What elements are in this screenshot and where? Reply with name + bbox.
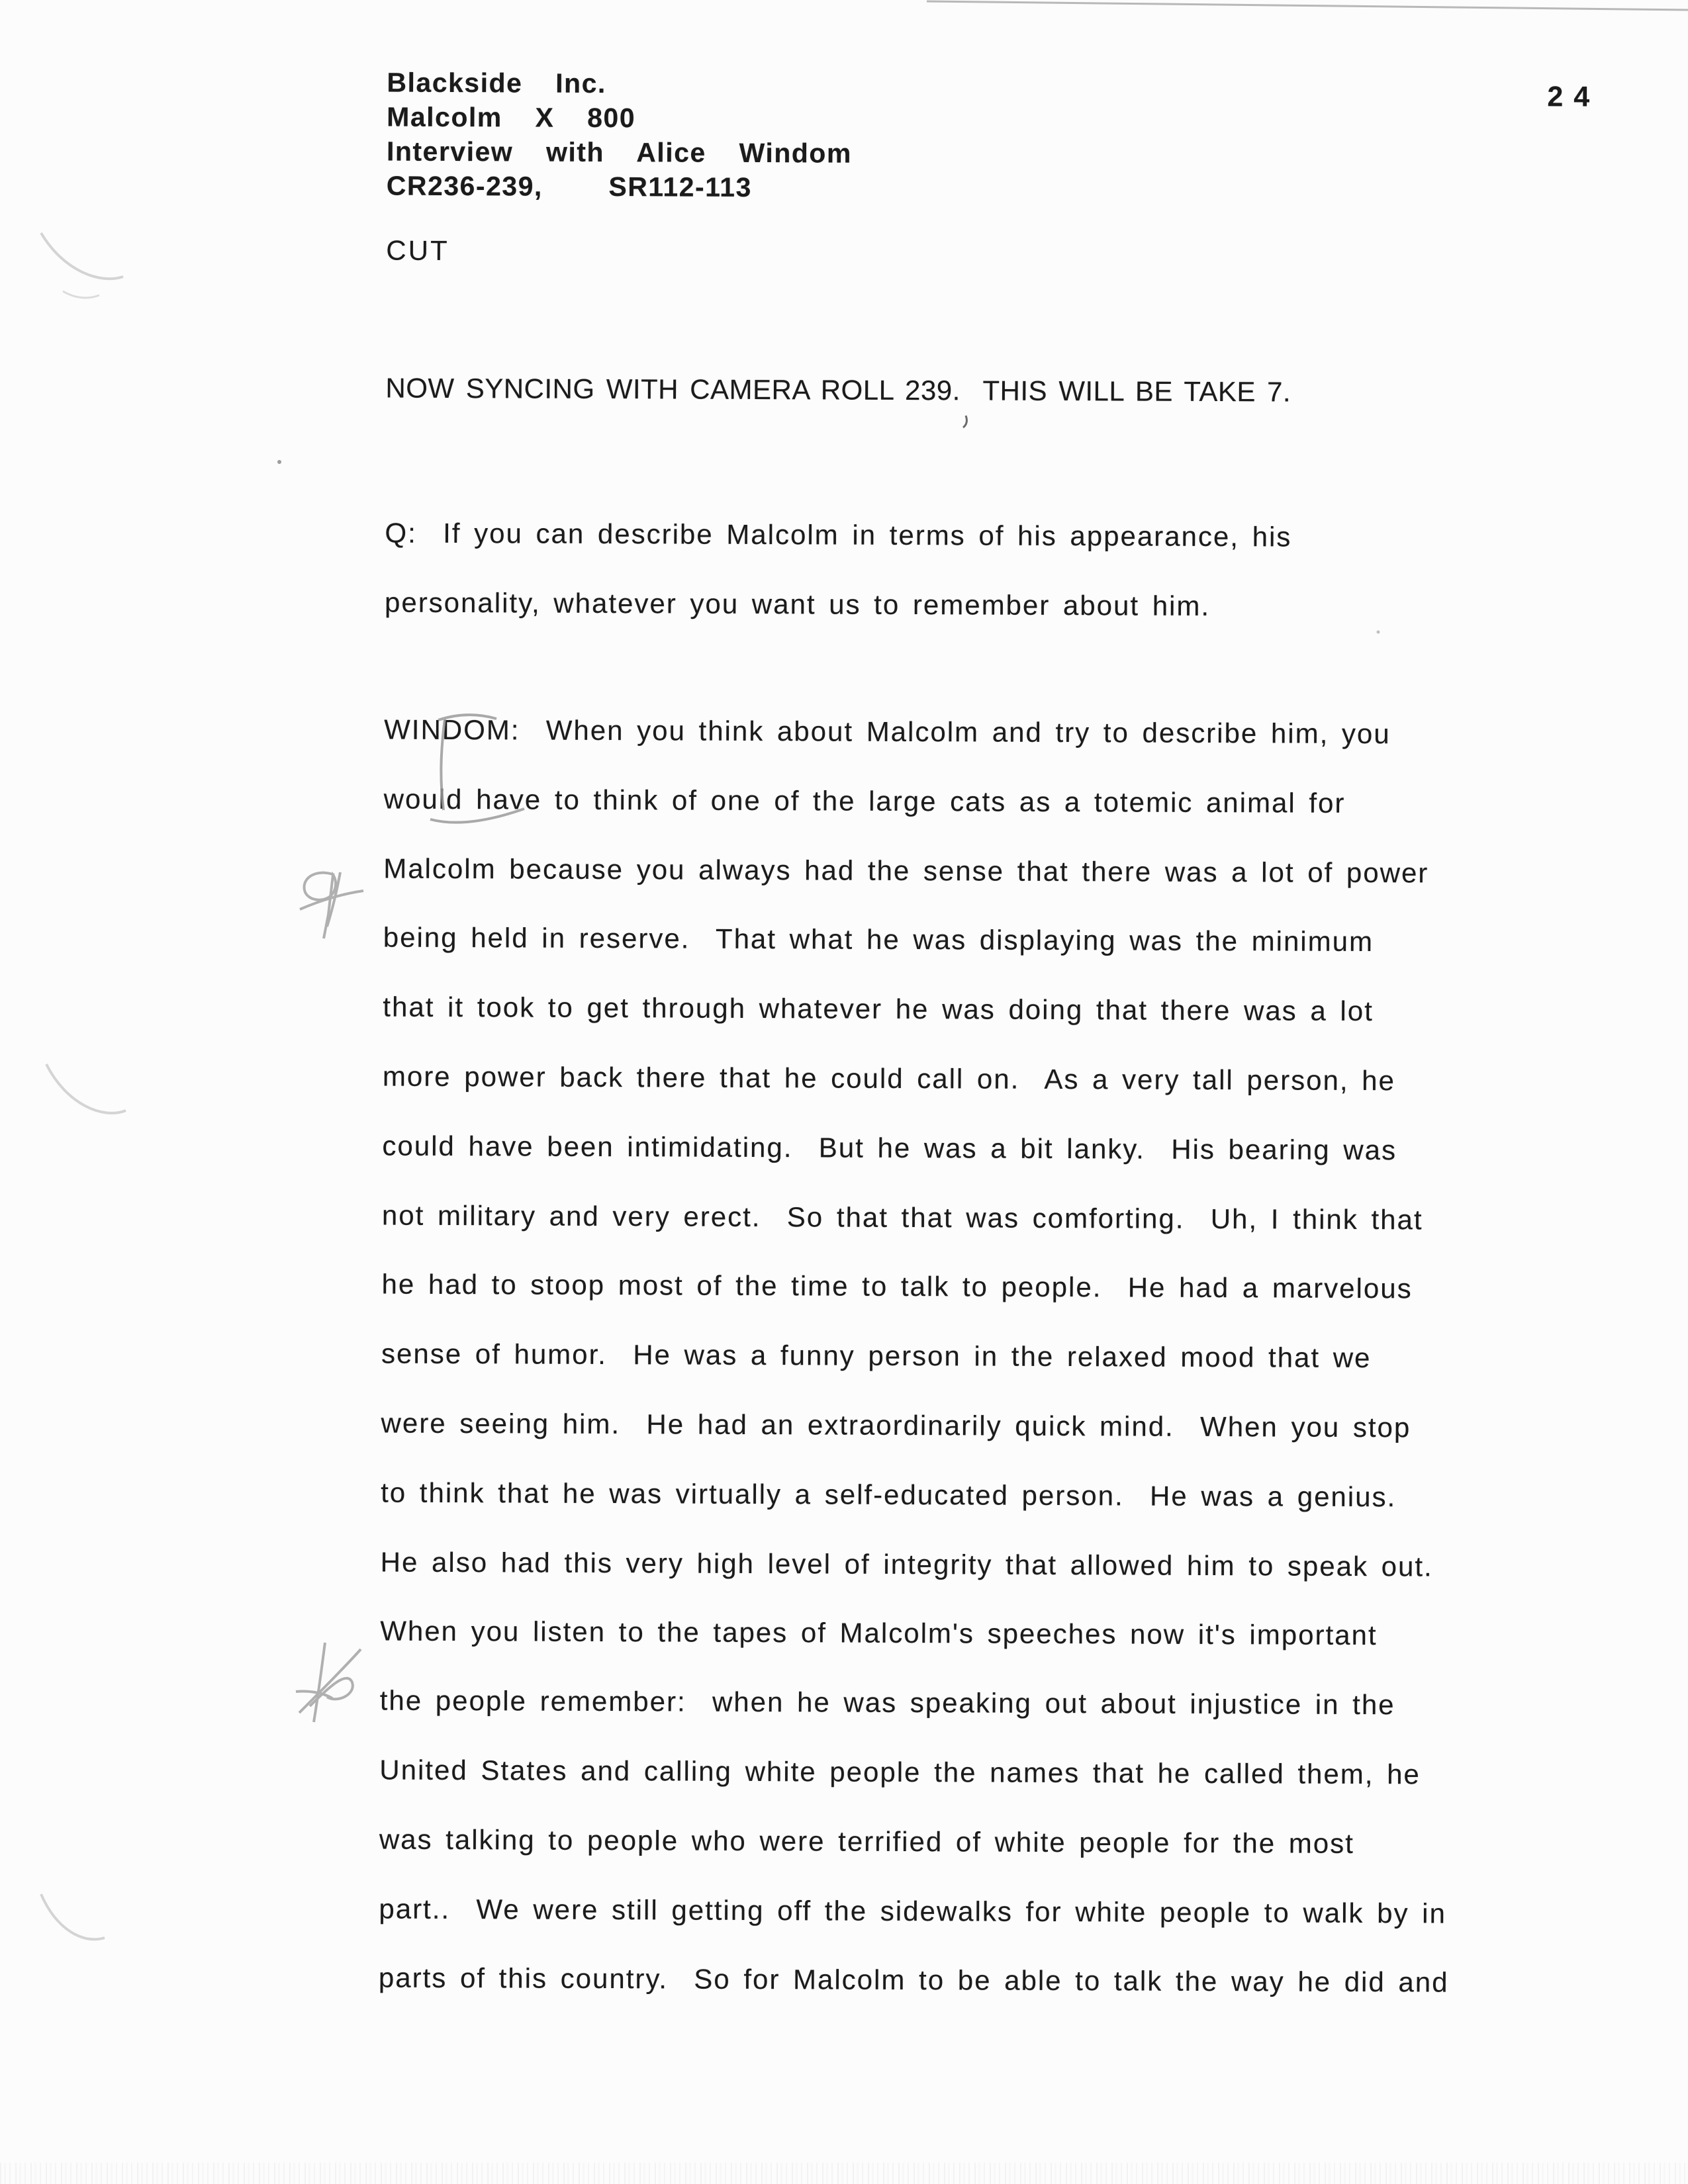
- cut-marker: CUT: [386, 234, 449, 266]
- sync-note: NOW SYNCING WITH CAMERA ROLL 239. THIS WILL BE TAKE 7.: [385, 372, 1291, 408]
- transcript-line: He also had this very high level of integrity that allowed him to speak out.: [380, 1546, 1433, 1582]
- question-line: Q: If you can describe Malcolm in terms of his appearance, his: [385, 517, 1292, 553]
- transcript-line: not military and very erect. So that that was comforting. Uh, I think that: [381, 1199, 1423, 1235]
- question-paragraph: [385, 498, 1292, 641]
- header-reel-numbers: CR236-239, SR112-113: [386, 170, 752, 203]
- transcript-line: would have to think of one of the large cats as a totemic animal for: [383, 783, 1346, 819]
- transcript-line: he had to stoop most of the time to talk to people. He had a marvelous: [381, 1268, 1413, 1304]
- transcript-line: was talking to people who were terrified of white people for the most: [379, 1823, 1354, 1859]
- page-number: 24: [1547, 81, 1601, 113]
- transcript-line: could have been intimidating. But he was a bit lanky. His bearing was: [382, 1130, 1397, 1166]
- transcript-line: When you listen to the tapes of Malcolm's speeches now it's important: [380, 1615, 1378, 1651]
- header-project: Malcolm X 800: [387, 101, 636, 134]
- document-header: [387, 66, 853, 205]
- transcript-line: Malcolm because you always had the sense that there was a lot of power: [383, 852, 1429, 889]
- transcript-line: the people remember: when he was speaking out about injustice in the: [379, 1684, 1395, 1721]
- transcript-line: that it took to get through whatever he was doing that there was a lot: [383, 991, 1374, 1027]
- transcript-line: were seeing him. He had an extraordinarily quick mind. When you stop: [381, 1407, 1411, 1443]
- question-line: personality, whatever you want us to remember about him.: [384, 586, 1211, 621]
- transcript-line: part.. We were still getting off the sidewalks for white people to walk by in: [379, 1893, 1446, 1929]
- header-company: Blackside Inc.: [387, 67, 606, 99]
- transcript-line: to think that he was virtually a self-educated person. He was a genius.: [381, 1477, 1397, 1512]
- transcript-line: parts of this country. So for Malcolm to be able to talk the way he did and: [378, 1962, 1449, 1998]
- transcript-line: WINDOM: When you think about Malcolm and try to describe him, you: [384, 713, 1391, 750]
- answer-paragraph: [379, 696, 1454, 2018]
- transcript-line: more power back there that he could call on. As a very tall person, he: [382, 1060, 1396, 1097]
- transcript-line: being held in reserve. That what he was displaying was the minimum: [383, 921, 1374, 958]
- transcript-line: sense of humor. He was a funny person in the relaxed mood that we: [381, 1338, 1372, 1374]
- scan-noise-bottom-edge: [0, 2163, 1688, 2184]
- header-interview-title: Interview with Alice Windom: [386, 136, 852, 169]
- transcript-line: United States and calling white people the names that he called them, he: [379, 1754, 1421, 1790]
